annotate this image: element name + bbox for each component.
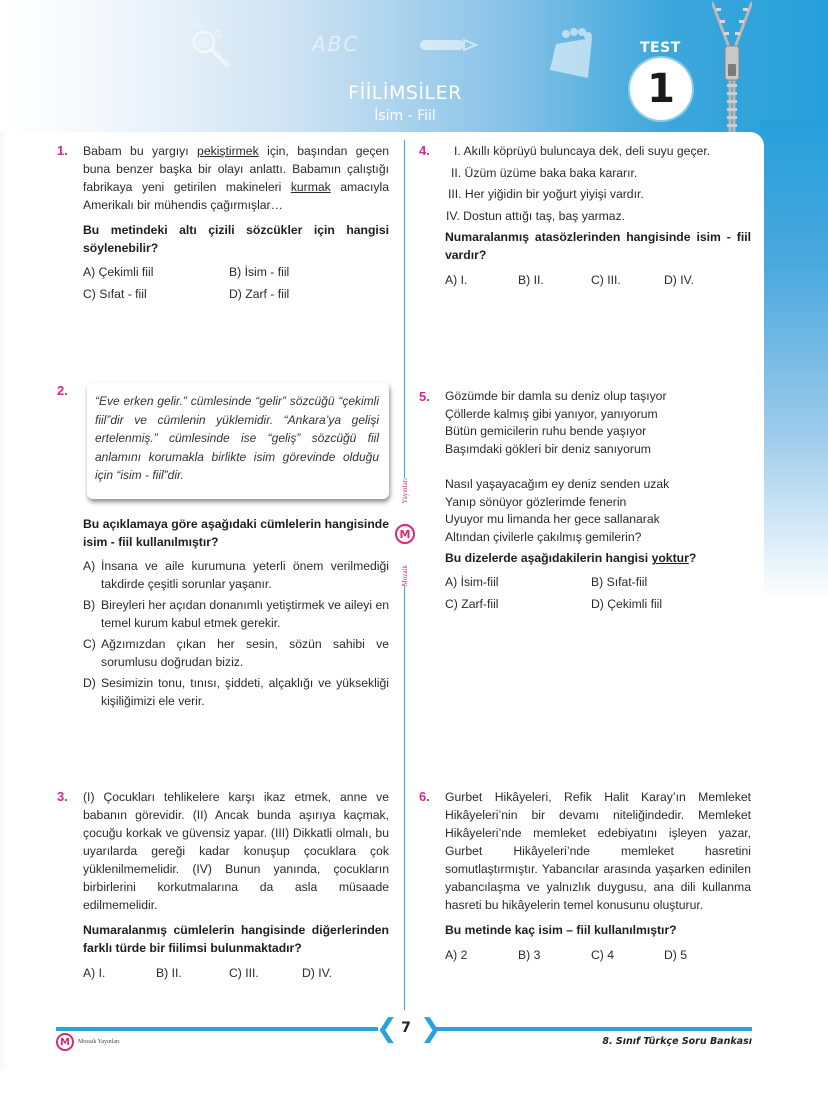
question-stem: Bu dizelerde aşağıdakilerin hangisi yoktur? bbox=[445, 551, 697, 566]
option-d[interactable]: D) Zarf - fiil bbox=[229, 287, 290, 301]
answer-options bbox=[445, 271, 751, 289]
magnifier-icon bbox=[188, 20, 234, 70]
poem bbox=[445, 388, 751, 546]
page-number: 7 bbox=[401, 1020, 411, 1036]
option-b[interactable]: B) İsim - fiil bbox=[229, 265, 290, 279]
publisher-logo-icon: M bbox=[395, 524, 415, 544]
proverb-item: I. Akıllı köprüyü buluncaya dek, deli suyu geçer. bbox=[454, 144, 711, 158]
poem-line: Gözümde bir damla su deniz olup taşıyor bbox=[445, 389, 667, 403]
option-b[interactable]: B) II. bbox=[518, 273, 544, 287]
option-d[interactable]: D) Sesimizin tonu, tınısı, şiddeti, alçaklığı ve yüksekliği kişiliğimizi ele verir. bbox=[83, 675, 389, 708]
answer-options bbox=[83, 964, 389, 982]
option-c[interactable]: C) Sıfat - fiil bbox=[83, 287, 147, 301]
option-c[interactable]: C) III. bbox=[591, 273, 621, 287]
publisher-name: Mozaik Yayınları bbox=[78, 1039, 120, 1045]
option-b[interactable]: B) Sıfat-fiil bbox=[591, 575, 648, 590]
option-a[interactable]: A) İsim-fiil bbox=[445, 575, 499, 590]
question-2 bbox=[57, 382, 389, 713]
zipper-icon bbox=[712, 0, 752, 140]
question-5 bbox=[419, 388, 751, 613]
option-d[interactable]: D) Çekimli fiil bbox=[591, 597, 663, 612]
poem-line: Başımdaki gökleri bir deniz sanıyorum bbox=[445, 441, 651, 456]
test-number-badge: 1 bbox=[630, 58, 692, 120]
publisher-logo-icon: M bbox=[56, 1033, 74, 1051]
option-b[interactable]: B) Bireyleri her açıdan donanımlı yetiştirmek ve aileyi en temel kurum kabul etmek gerekir. bbox=[83, 597, 389, 630]
divider-publisher-logo bbox=[394, 478, 416, 586]
proverb-item: III. Her yiğidin bir yoğurt yiyişi vardır. bbox=[448, 187, 644, 201]
option-b[interactable]: B) 3 bbox=[518, 948, 541, 962]
chevron-left-icon: ❮ bbox=[376, 1014, 398, 1044]
footer-publisher bbox=[56, 1033, 120, 1051]
svg-text:A: A bbox=[196, 21, 202, 30]
answer-options bbox=[445, 573, 751, 613]
option-c[interactable]: C) 4 bbox=[591, 948, 615, 962]
poem-line: Yanıp sönüyor gözlerimde fenerin bbox=[445, 494, 627, 509]
underlined-word: kurmak bbox=[290, 180, 331, 194]
option-d[interactable]: D) IV. bbox=[664, 273, 695, 287]
divider-logo-top-text: Yayınları bbox=[401, 478, 409, 504]
book-title: 8. Sınıf Türkçe Soru Bankası bbox=[602, 1036, 752, 1047]
pen-icon bbox=[418, 36, 478, 54]
question-4 bbox=[419, 142, 751, 289]
option-c[interactable]: C) Zarf-fiil bbox=[445, 597, 499, 612]
underlined-word: pekiştirmek bbox=[197, 144, 259, 158]
answer-options bbox=[445, 946, 751, 964]
footer-rule-right bbox=[434, 1027, 752, 1031]
page-subtitle: İsim - Fiil bbox=[374, 108, 436, 124]
option-d[interactable]: D) 5 bbox=[664, 948, 688, 962]
question-stem: Bu açıklamaya göre aşağıdaki cümlelerin hangisinde isim - fiil kullanılmıştır? bbox=[83, 516, 389, 549]
divider-logo-bottom-text: Mozaik bbox=[401, 564, 409, 586]
poem-line: Nasıl yaşayacağım ey deniz senden uzak bbox=[445, 476, 670, 491]
option-c[interactable]: C) Ağzımızdan çıkan her sesin, sözün sahibi ve sorumlusu doğrudan biziz. bbox=[83, 636, 389, 669]
proverb-item: II. Üzüm üzüme baka baka kararır. bbox=[451, 165, 638, 180]
footer-rule-left bbox=[56, 1027, 378, 1031]
left-margin-strip bbox=[0, 130, 8, 1070]
question-number: 3. bbox=[57, 789, 68, 804]
proverb-list bbox=[445, 142, 751, 225]
question-stem: Numaralanmış atasözlerinden hangisinde isim - fiil vardır? bbox=[445, 230, 751, 262]
answer-options bbox=[83, 557, 389, 710]
proverb-item: IV. Dostun attığı taş, baş yarmaz. bbox=[446, 208, 626, 223]
question-passage: (I) Çocukları tehlikelere karşı ikaz etmek, anne ve babanın görevidir. (II) Ancak bunda aşırıya kaçmak, çocuğu korkak ve güvensiz yapar. (III) Dikkatli olmalı, bu uyarılarda gereği kadar konuşup çocuklara çok yüklenilmemelidir. (IV) Bunun yanında, çocukların birbirlerini korkutmalarına da asla müsaade edilmemelidir. bbox=[83, 790, 389, 912]
question-passage: Gurbet Hikâyeleri, Refik Halit Karay’ın Memleket Hikâyeleri’nin bir devamı niteliğindedir. Memleket Hikâyeleri’nde memleket edebiyatını işleyen yazar, Gurbet Hikâyeleri’nde memleket hasretini somutlaştırmıştır. Yabancılar arasında yaşarken edinilen yabancılaşma ve yalnızlık duygusu, ana dili kullanma hasreti bu hikâyelerin temel konusunu oluşturur. bbox=[445, 790, 751, 912]
question-passage: Babam bu yargıyı pekiştirmek için, başından geçen buna benzer başka bir olayı anlattı. Babamın çalıştığı fabrikaya yeni getirilen makineleri kurmak amacıyla Amerikalı bir mühendis çağırmışlar… bbox=[83, 144, 390, 212]
question-1 bbox=[57, 142, 390, 303]
question-3 bbox=[57, 788, 389, 982]
option-c[interactable]: C) III. bbox=[229, 966, 259, 980]
bag-icon bbox=[548, 22, 598, 80]
page-title: FİİLİMSİLER bbox=[348, 82, 462, 104]
info-box: “Eve erken gelir.” cümlesinde “gelir” sözcüğü “çekimli fiil”dir ve cümlenin yüklemidir. “Ankara’ya gelişi ertelenmiş.” cümlesinde ise “geliş” sözcüğü fiil anlamını korumakla birlikte isim görevinde olduğu için “isim - fiil”dir. bbox=[87, 382, 389, 499]
option-a[interactable]: A) I. bbox=[83, 966, 106, 980]
question-stem: Bu metindeki altı çizili sözcükler için hangisi söylenebilir? bbox=[83, 223, 389, 255]
answer-options bbox=[83, 263, 389, 303]
poem-line: Çöllerde kalmış gibi yanıyor, yanıyorum bbox=[445, 406, 658, 421]
abc-decoration: ABC bbox=[312, 32, 360, 56]
question-number: 1. bbox=[57, 143, 68, 158]
chevron-right-icon: ❯ bbox=[420, 1014, 442, 1044]
question-stem: Bu metinde kaç isim – fiil kullanılmıştır? bbox=[445, 923, 677, 937]
test-label: TEST bbox=[640, 40, 681, 56]
question-number: 6. bbox=[419, 789, 430, 804]
question-number: 4. bbox=[419, 143, 430, 158]
question-stem: Numaralanmış cümlelerin hangisinde diğerlerinden farklı türde bir fiilimsi bulunmaktadır? bbox=[83, 923, 389, 955]
poem-line: Uyuyor mu limanda her gece sallanarak bbox=[445, 512, 660, 527]
option-d[interactable]: D) IV. bbox=[302, 966, 333, 980]
option-a[interactable]: A) I. bbox=[445, 273, 468, 287]
option-b[interactable]: B) II. bbox=[156, 966, 182, 980]
page-header bbox=[0, 0, 828, 140]
option-a[interactable]: A) 2 bbox=[445, 948, 468, 962]
option-a[interactable]: A) Çekimli fiil bbox=[83, 265, 154, 279]
question-number: 2. bbox=[57, 383, 68, 398]
question-6 bbox=[419, 788, 751, 964]
underlined-word: yoktur bbox=[651, 551, 689, 566]
option-a[interactable]: A) İnsana ve aile kurumuna yeterli önem verilmediği takdirde çeşitli sorunlar yaşanır. bbox=[83, 558, 389, 591]
question-number: 5. bbox=[419, 389, 430, 404]
poem-line: Bütün gemicilerin ruhu bende yaşıyor bbox=[445, 424, 647, 439]
poem-line: Altından çivilerle çakılmış gemilerin? bbox=[445, 529, 642, 544]
side-gradient-strip bbox=[760, 120, 828, 600]
